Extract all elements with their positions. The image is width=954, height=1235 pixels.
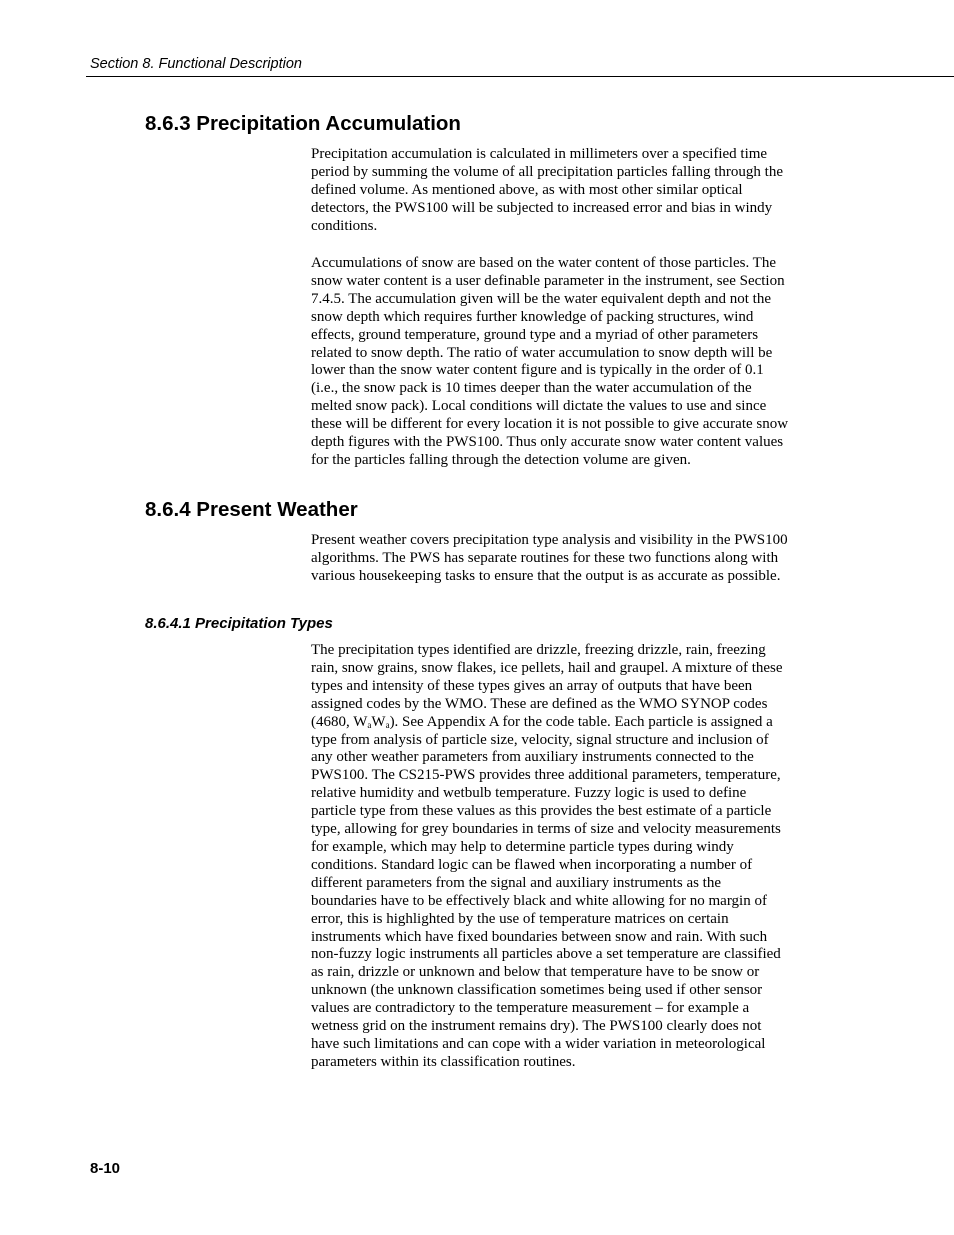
code-suffix: ). See Appendix A for the code table. Each particle is assigned a [389, 713, 773, 730]
text-line: error, this is highlighted by the use of temperature matrices on certain [311, 910, 729, 927]
running-header: Section 8. Functional Description [90, 56, 302, 72]
text-line: rain, snow grains, snow flakes, ice pellets, hail and graupel. A mixture of these [311, 659, 783, 676]
text-line: have such limitations and can cope with a wider variation in meteorological [311, 1035, 766, 1052]
heading-present-weather: 8.6.4 Present Weather [145, 498, 358, 521]
text-line: different parameters from the signal and auxiliary instruments as the [311, 874, 722, 891]
text-line: snow depth which requires further knowledge of packing structures, wind [311, 308, 754, 325]
text-line: algorithms. The PWS has separate routines for these two functions along with [311, 549, 779, 566]
text-line: wetness grid on the instrument remains dry). The PWS100 clearly does not [311, 1018, 762, 1035]
text-line: Accumulations of snow are based on the water content of those particles. The [311, 255, 776, 271]
heading-precipitation-accumulation: 8.6.3 Precipitation Accumulation [145, 112, 461, 135]
text-line: particle type from these values as this provides the best estimate of a particle [311, 803, 772, 820]
text-line: these will be different for every location it is not possible to give accurate snow [311, 416, 789, 433]
text-line: conditions. [311, 217, 378, 234]
code-mid: W [371, 713, 386, 730]
text-line: for the particles falling through the detection volume are given. [311, 451, 691, 468]
paragraph-precipitation-types [311, 642, 811, 1072]
paragraph-accumulation-intro [311, 146, 811, 236]
heading-precipitation-types: 8.6.4.1 Precipitation Types [145, 615, 333, 632]
text-line: Precipitation accumulation is calculated in millimeters over a specified time [311, 146, 768, 162]
text-line: non-fuzzy logic instruments all particles above a set temperature are classified [311, 946, 781, 963]
text-line: various housekeeping tasks to ensure that the output is as accurate as possible. [311, 567, 781, 584]
text-line: related to snow depth. The ratio of water accumulation to snow depth will be [311, 344, 773, 361]
text-line: types and intensity of these types gives an array of outputs that have been [311, 677, 753, 694]
text-line: any other weather parameters from auxiliary instruments connected to the [311, 749, 754, 766]
text-line: boundaries have to be effectively black and white allowing for no margin of [311, 892, 767, 909]
page-number: 8-10 [90, 1160, 121, 1177]
paragraph-present-weather [311, 532, 811, 586]
text-line: values are contradictory to the temperature measurement – for example a [311, 1000, 750, 1017]
code-prefix: (4680, W [311, 713, 368, 730]
text-line: for example, which may help to determine particle types during windy [311, 838, 734, 855]
text-line: (i.e., the snow pack is 10 times deeper than the water accumulation of the [311, 380, 752, 397]
text-line: lower than the snow water content figure and is typically in the order of 0.1 [311, 362, 764, 379]
text-line: type from analysis of particle size, velocity, signal structure and inclusion of [311, 731, 769, 748]
text-line: defined volume. As mentioned above, as with most other similar optical [311, 181, 743, 198]
subscript: a [385, 719, 390, 730]
text-line: PWS100. The CS215-PWS provides three additional parameters, temperature, [311, 767, 781, 784]
text-line: parameters within its classification routines. [311, 1053, 576, 1070]
text-line: assigned codes by the WMO. These are defined as the WMO SYNOP codes [311, 695, 768, 712]
text-line: relative humidity and wetbulb temperature. Fuzzy logic is used to define [311, 785, 747, 802]
text-line: instruments which have fixed boundaries between snow and rain. With such [311, 928, 768, 945]
text-line: period by summing the volume of all precipitation particles falling through the [311, 163, 783, 180]
text-line: effects, ground temperature, ground type and a myriad of other parameters [311, 326, 759, 343]
text-line: 7.4.5. The accumulation given will be the water equivalent depth and not the [311, 290, 772, 307]
subscript: a [367, 719, 372, 730]
text-line: as rain, drizzle or unknown and below that temperature have to be snow or [311, 964, 760, 981]
text-line: The precipitation types identified are drizzle, freezing drizzle, rain, freezing [311, 642, 766, 658]
text-line: snow water content is a user definable parameter in the instrument, see Section [311, 272, 785, 289]
text-line: type, allowing for grey boundaries in terms of size and velocity measurements [311, 821, 781, 838]
paragraph-snow-accumulation [311, 255, 811, 470]
text-line: conditions. Standard logic can be flawed when incorporating a number of [311, 856, 753, 873]
header-rule [86, 76, 954, 77]
text-line: depth figures with the PWS100. Thus only accurate snow water content values [311, 434, 784, 451]
text-line: unknown (the unknown classification sometimes being used if other sensor [311, 982, 763, 999]
text-line: detectors, the PWS100 will be subjected to increased error and bias in windy [311, 199, 773, 216]
text-line: melted snow pack). Local conditions will dictate the values to use and since [311, 398, 767, 415]
text-line: Present weather covers precipitation type analysis and visibility in the PWS100 [311, 532, 788, 548]
text-line-synop-code [311, 714, 811, 732]
